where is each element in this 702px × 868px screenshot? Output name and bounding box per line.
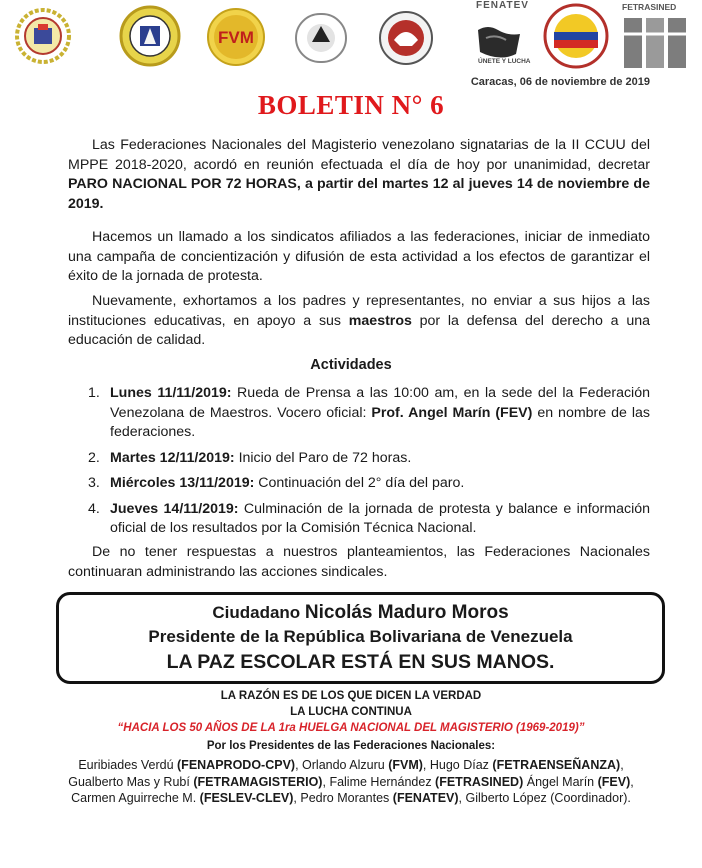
signatory-org: (FETRAENSEÑANZA) [492,758,621,772]
list-item [88,500,650,539]
signatory-name: Orlando Alzuru [302,758,389,772]
federation-logo-2 [118,4,182,68]
list-item-text [110,449,650,469]
signatory-name: Ángel Marín [526,774,598,789]
signatory-separator: , [458,791,466,805]
list-item-number: 1. [88,385,100,401]
paragraph-4: De no tener respuestas a nuestros planteamientos, las Federaciones Nacionales continuaran administrando las acciones sindicales. [68,544,650,580]
footer-anniversary: “HACIA LOS 50 AÑOS DE LA 1ra HUELGA NACIONAL DEL MAGISTERIO (1969-2019)” [117,722,585,734]
signatory-org: (FENAPRODO-CPV) [177,758,296,772]
list-item-description-2: en nombre de las federaciones. [110,404,650,440]
signatory-org: (FVM) [388,758,423,772]
list-item [88,449,650,469]
list-item [88,384,650,443]
message-box-salutation: Ciudadano [212,603,305,622]
list-item-number: 3. [88,475,100,491]
signatories [60,757,642,807]
federation-logo-4 [292,10,350,66]
signatory-org: (FETRASINED) [435,774,524,789]
paragraph-3-bold: maestros [348,312,412,329]
paragraph-1-text: Las Federaciones Nacionales del Magisterio venezolano signatarias de la II CCUU del MPPE 2018-2020, acordó en reunión efectuada el día de hoy por unanimidad, decretar [68,137,650,173]
activities-list [88,384,650,545]
message-box [56,592,665,684]
signatory-org: (FETRAMAGISTERIO) [193,774,323,789]
federation-logo-1 [14,6,72,66]
activities-heading: Actividades [310,357,392,373]
federation-logo-5 [378,10,434,66]
paragraph-1-strike-announcement: PARO NACIONAL POR 72 HORAS [68,176,297,192]
paragraph-3 [68,292,650,351]
fvm-logo-text: FVM [218,28,254,47]
signatory-separator: , [620,758,624,772]
list-item-date: Jueves 14/11/2019: [110,500,239,517]
signatory-name: Hugo Díaz [429,758,493,772]
signatory-name: Gilberto López (Coordinador). [465,791,631,805]
paragraph-3-text: Nuevamente, exhortamos a los padres y representantes, no enviar a sus hijos a las instituciones educativas, en apoyo a sus [68,293,650,329]
dateline: Caracas, 06 de noviembre de 2019 [470,76,650,88]
fenatev-logo-subcaption: ÚNETE Y LUCHA [478,58,531,65]
signatory-name: Gualberto Mas y Rubí [68,774,194,789]
paragraph-1 [68,136,650,214]
signatory-separator: , [630,774,634,789]
list-item-number: 2. [88,449,100,466]
signatory-separator: , [422,758,430,772]
footer-signatories-intro: Por los Presidentes de las Federaciones Nacionales: [206,740,496,752]
message-box-line-3: LA PAZ ESCOLAR ESTÁ EN SUS MANOS. [166,651,555,673]
list-item-text [110,474,650,494]
fenatev-logo [458,0,536,72]
list-item-text [110,384,650,443]
list-item-spokesperson: Prof. Angel Marín (FEV) [371,404,533,421]
fvm-logo [204,6,268,68]
list-item-description: Rueda de Prensa a las 10:00 am, en la sede del la Federación Venezolana de Maestros. Vocero oficial: [110,385,650,421]
signatory-org: (FEV) [597,774,631,789]
signatory-separator: , [295,758,303,772]
message-box-line-2: Presidente de la República Bolivariana de Venezuela [148,627,573,646]
list-item [88,474,650,494]
fetrasined-logo-caption: FETRASINED [622,2,677,12]
paragraph-2: Hacemos un llamado a los sindicatos afiliados a las federaciones, iniciar de inmediato una campaña de concientización y difusión de esta actividad a los efectos de garantizar el éxito de la jornada de protesta. [68,229,650,284]
signatory-org: (FENATEV) [392,791,459,805]
signatory-name: Carmen Aguirreche M. [71,791,200,805]
footer-motto-1: LA RAZÓN ES DE LOS QUE DICEN LA VERDAD [220,690,482,702]
fetrasined-logo [622,2,690,72]
message-box-line-1 [59,601,662,625]
list-item-text [110,500,650,539]
list-item-date: Lunes 11/11/2019: [110,385,232,401]
federation-logo-7 [542,2,610,70]
list-item-description: Culminación de la jornada de protesta y balance e información oficial de los resultados por la Comisión Técnica Nacional. [110,500,650,536]
signatory-name: Falime Hernández [329,774,436,789]
fenatev-logo-caption: FENATEV [476,0,529,11]
logo-row [0,0,702,76]
signatory-name: Euribiades Verdú [78,758,178,772]
footer-motto-2: LA LUCHA CONTINUA [290,706,412,718]
paragraph-1-strike-dates: , a partir del martes 12 al jueves 14 de noviembre de 2019. [68,176,650,212]
list-item-number: 4. [88,500,100,517]
list-item-date: Miércoles 13/11/2019: [110,475,255,491]
signatory-name: Pedro Morantes [300,791,393,805]
message-box-name: Nicolás Maduro Moros [304,602,509,623]
list-item-date: Martes 12/11/2019: [110,449,235,466]
list-item-description: Inicio del Paro de 72 horas. [234,449,412,466]
signatory-separator: , [293,791,301,805]
paragraph-3-text-2: por la defensa del derecho a una educación de calidad. [68,312,650,348]
bulletin-title: BOLETIN N° 6 [257,90,445,120]
list-item-description: Continuación del 2° día del paro. [254,475,465,491]
signatory-separator: , [322,774,330,789]
signatory-org: (FESLEV-CLEV) [199,791,294,805]
